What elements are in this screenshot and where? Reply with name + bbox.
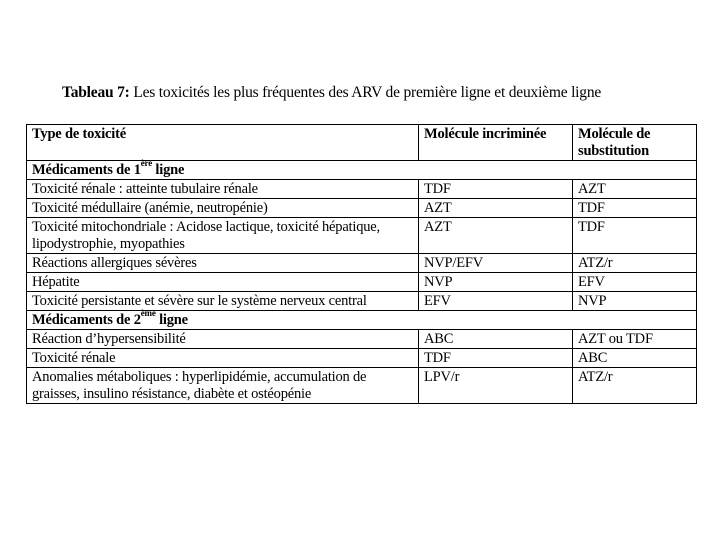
section-title-prefix: Médicaments de 1 — [32, 162, 141, 178]
cell-substitution: NVP — [573, 292, 697, 311]
table-row — [27, 199, 697, 218]
cell-incriminated: ABC — [419, 330, 573, 349]
cell-substitution: TDF — [573, 199, 697, 218]
cell-incriminated: TDF — [419, 349, 573, 368]
cell-substitution: AZT — [573, 180, 697, 199]
cell-toxicity: Toxicité rénale — [27, 349, 419, 368]
cell-incriminated: NVP — [419, 273, 573, 292]
section-title — [27, 308, 697, 330]
header-toxicity-type: Type de toxicité — [27, 125, 419, 161]
cell-substitution: AZT ou TDF — [573, 330, 697, 349]
caption-text: Les toxicités les plus fréquentes des ARV de première ligne et deuxième ligne — [129, 84, 602, 101]
caption-label: Tableau 7: — [62, 84, 130, 101]
table-row — [27, 180, 697, 199]
section-title — [27, 158, 697, 180]
cell-incriminated: TDF — [419, 180, 573, 199]
table-row — [27, 292, 697, 311]
cell-toxicity: Toxicité mitochondriale : Acidose lactique, toxicité hépatique, lipodystrophie, myopathies — [27, 218, 419, 254]
cell-toxicity: Toxicité persistante et sévère sur le système nerveux central — [27, 292, 419, 311]
cell-substitution: ATZ/r — [573, 368, 697, 404]
cell-toxicity: Hépatite — [27, 273, 419, 292]
cell-incriminated: AZT — [419, 199, 573, 218]
cell-toxicity: Anomalies métaboliques : hyperlipidémie, accumulation de graisses, insulino résistance, diabète et ostéopénie — [27, 368, 419, 404]
cell-toxicity: Réactions allergiques sévères — [27, 254, 419, 273]
section-title-sup: ème — [140, 308, 156, 319]
cell-substitution: TDF — [573, 218, 697, 254]
cell-incriminated: AZT — [419, 218, 573, 254]
cell-toxicity: Toxicité médullaire (anémie, neutropénie) — [27, 199, 419, 218]
cell-toxicity: Toxicité rénale : atteinte tubulaire rénale — [27, 180, 419, 199]
section-title-suffix: ligne — [152, 162, 185, 178]
cell-incriminated: LPV/r — [419, 368, 573, 404]
toxicity-table — [26, 124, 697, 404]
cell-substitution: ABC — [573, 349, 697, 368]
section-title-prefix: Médicaments de 2 — [32, 312, 141, 328]
section-header-first-line — [27, 161, 697, 180]
cell-substitution: EFV — [573, 273, 697, 292]
header-incriminated-molecule: Molécule incriminée — [419, 125, 573, 161]
table-row — [27, 273, 697, 292]
header-substitution-molecule: Molécule de substitution — [573, 125, 697, 161]
table-row — [27, 254, 697, 273]
cell-incriminated: NVP/EFV — [419, 254, 573, 273]
table-row — [27, 330, 697, 349]
table-row — [27, 349, 697, 368]
cell-incriminated: EFV — [419, 292, 573, 311]
table-caption — [62, 84, 601, 102]
section-title-suffix: ligne — [155, 312, 188, 328]
section-header-second-line — [27, 311, 697, 330]
section-title-sup: ère — [140, 158, 152, 169]
cell-toxicity: Réaction d’hypersensibilité — [27, 330, 419, 349]
table-header-row — [27, 125, 697, 161]
table-row — [27, 368, 697, 404]
table-row — [27, 218, 697, 254]
cell-substitution: ATZ/r — [573, 254, 697, 273]
